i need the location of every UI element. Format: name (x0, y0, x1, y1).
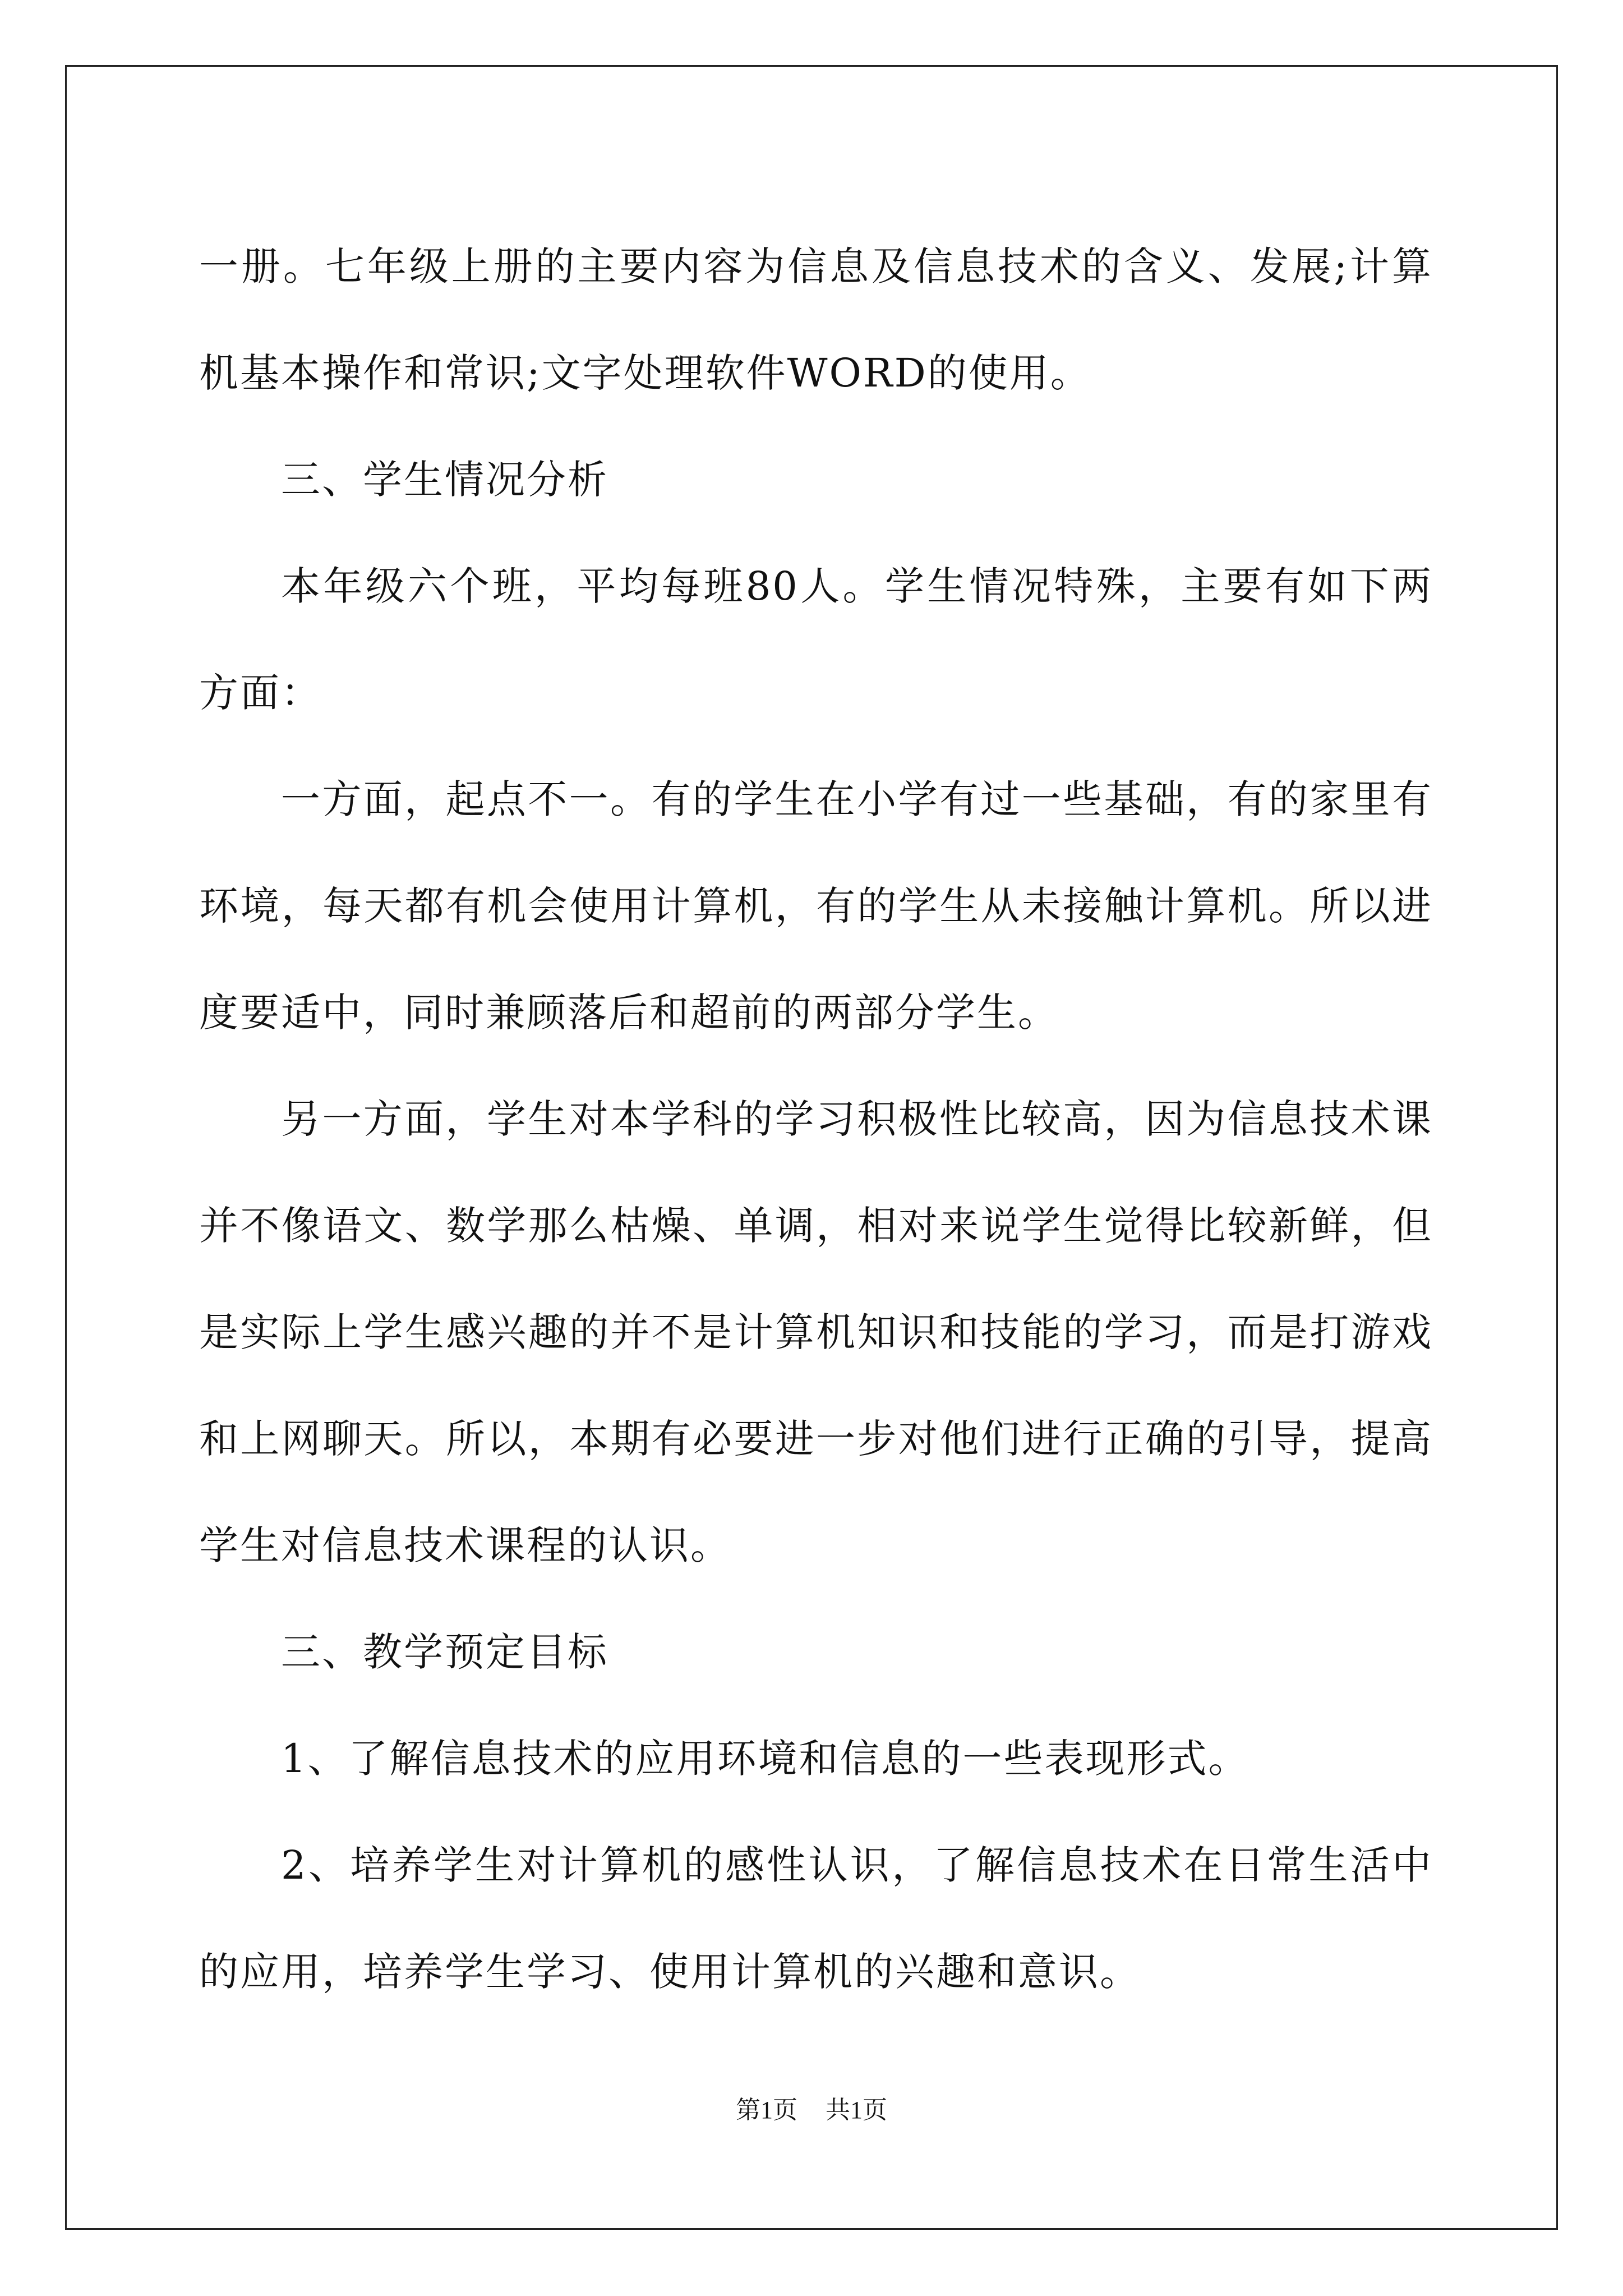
list-item: 2、培养学生对计算机的感性认识，了解信息技术在日常生活中的应用，培养学生学习、使用计算机的兴趣和意识。 (199, 1842, 1433, 1995)
page-total: 共1页 (826, 2096, 887, 2124)
section-heading: 三、学生情况分析 (281, 457, 608, 503)
paragraph: 一方面，起点不一。有的学生在小学有过一些基础，有的家里有环境，每天都有机会使用计算机，有的学生从未接触计算机。所以进度要适中，同时兼顾落后和超前的两部分学生。 (199, 776, 1433, 1036)
section-heading: 三、教学预定目标 (281, 1629, 608, 1675)
paragraph: 一册。七年级上册的主要内容为信息及信息技术的含义、发展;计算机基本操作和常识;文字处理软件WORD的使用。 (199, 243, 1433, 396)
page-footer (0, 2090, 1623, 2125)
document-body (199, 213, 1433, 2025)
paragraph: 本年级六个班，平均每班80人。学生情况特殊，主要有如下两方面： (199, 563, 1433, 716)
page-number: 第1页 (736, 2096, 797, 2124)
paragraph: 另一方面，学生对本学科的学习积极性比较高，因为信息技术课并不像语文、数学那么枯燥、单调，相对来说学生觉得比较新鲜，但是实际上学生感兴趣的并不是计算机知识和技能的学习，而是打游戏和上网聊天。所以，本期有必要进一步对他们进行正确的引导，提高学生对信息技术课程的认识。 (199, 1096, 1433, 1568)
list-item: 1、了解信息技术的应用环境和信息的一些表现形式。 (281, 1736, 1249, 1782)
